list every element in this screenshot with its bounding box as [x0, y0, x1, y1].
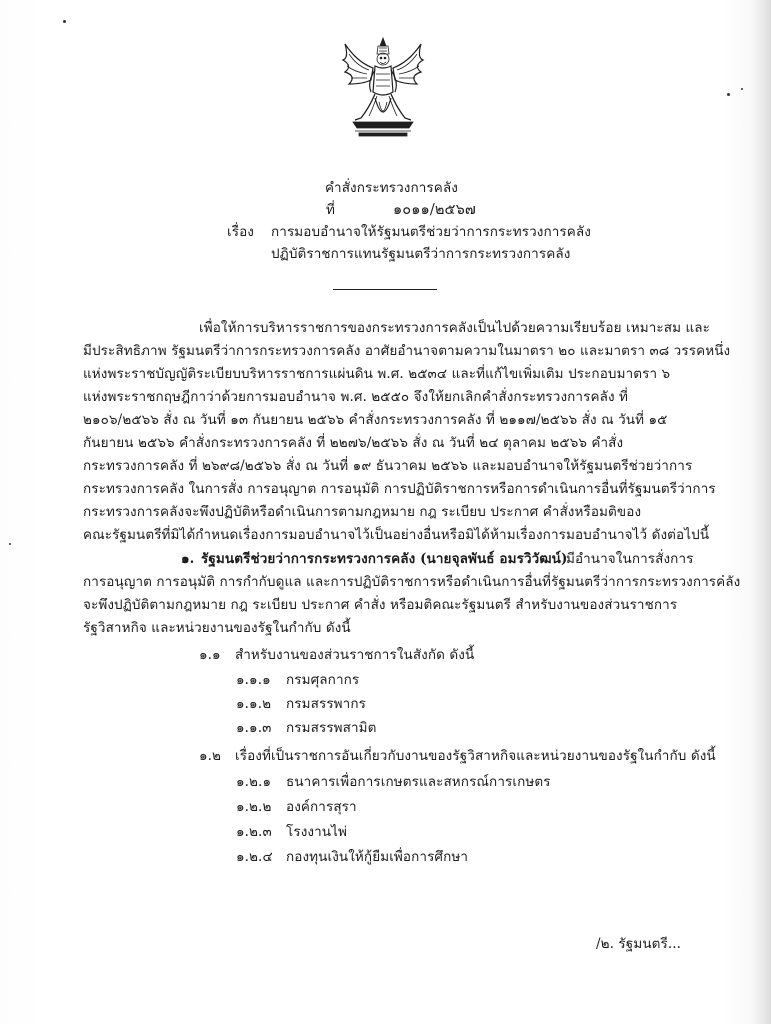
list-item-number: ๑.๒.๓: [236, 824, 272, 840]
sub-1-2-title: เรื่องที่เป็นราชการอันเกี่ยวกับงานของรัฐวิสาหกิจและหน่วยงานของรัฐในกำกับ ดังนี้: [235, 748, 716, 764]
sub-1-1-number: ๑.๑: [199, 647, 221, 663]
list-item: โรงงานไพ่: [286, 824, 347, 840]
preamble-line: แห่งพระราชกฤษฎีกาว่าด้วยการมอบอำนาจ พ.ศ. ๒๕๕๐ จึงให้ยกเลิกคำสั่งกระทรวงการคลัง ที่: [83, 389, 629, 405]
section-1-line: การอนุญาต การอนุมัติ การกำกับดูแล และการปฏิบัติราชการหรือดำเนินการอื่นที่รัฐมนตรีว่าการกระทรวงการคลัง: [83, 574, 741, 590]
scan-speck: [9, 543, 11, 545]
scan-speck: [741, 88, 743, 90]
header-divider: [333, 289, 437, 290]
list-item: กองทุนเงินให้กู้ยืมเพื่อการศึกษา: [286, 849, 469, 865]
list-item-number: ๑.๑.๓: [236, 720, 272, 736]
preamble-line: กระทรวงการคลัง ที่ ๒๖๙๘/๒๕๖๖ สั่ง ณ วันที่ ๑๙ ธันวาคม ๒๕๖๖ และมอบอำนาจให้รัฐมนตรีช่วยว่าการ: [83, 458, 693, 474]
list-item-number: ๑.๑.๒: [236, 696, 272, 712]
preamble-line: กันยายน ๒๕๖๖ คำสั่งกระทรวงการคลัง ที่ ๒๒๗๖/๒๕๖๖ สั่ง ณ วันที่ ๒๔ ตุลาคม ๒๕๖๖ คำสั่ง: [83, 435, 624, 451]
preamble-line: แห่งพระราชบัญญัติระเบียบบริหารราชการแผ่นดิน พ.ศ. ๒๕๓๔ และที่แก้ไขเพิ่มเติม ประกอบมาตรา ๖: [83, 366, 671, 382]
section-1-line1-rest: มีอำนาจในการสั่งการ: [566, 551, 694, 567]
preamble-line: กระทรวงการคลัง ในการสั่ง การอนุญาต การอนุมัติ การปฏิบัติราชการหรือการดำเนินการอื่นที่รัฐมนตรีว่าการ: [83, 481, 716, 497]
list-item-number: ๑.๑.๑: [236, 672, 271, 688]
page-continuation-marker: /๒. รัฐมนตรี...: [596, 936, 682, 952]
list-item: กรมสรรพสามิต: [286, 720, 377, 736]
section-1-heading: รัฐมนตรีช่วยว่าการกระทรวงการคลัง (นายจุลพันธ์ อมรวิวัฒน์): [201, 551, 568, 567]
list-item: องค์การสุรา: [286, 799, 357, 815]
preamble-line: กระทรวงการคลังจะพึงปฏิบัติหรือดำเนินการตามกฎหมาย กฎ ระเบียบ ประกาศ คำสั่งหรือมติของ: [83, 504, 642, 520]
preamble-line: ๒๑๐๖/๒๕๖๖ สั่ง ณ วันที่ ๑๓ กันยายน ๒๕๖๖ คำสั่งกระทรวงการคลัง ที่ ๒๑๑๗/๒๕๖๖ สั่ง ณ วันที่ ๑๕: [83, 412, 668, 428]
order-number: ๑๐๑๑/๒๕๖๗: [393, 202, 476, 218]
preamble-line: มีประสิทธิภาพ รัฐมนตรีว่าการกระทรวงการคลัง อาศัยอำนาจตามความในมาตรา ๒๐ และมาตรา ๓๘ วรรคหนึ่ง: [83, 343, 731, 359]
sub-1-1-title: สำหรับงานของส่วนราชการในสังกัด ดังนี้: [235, 647, 475, 663]
scan-speck: [63, 20, 66, 23]
paper-edge-shadow: [751, 0, 771, 1024]
order-number-label: ที่: [326, 202, 335, 218]
subject-line-2: ปฏิบัติราชการแทนรัฐมนตรีว่าการกระทรวงการคลัง: [271, 246, 571, 262]
list-item: ธนาคารเพื่อการเกษตรและสหกรณ์การเกษตร: [286, 774, 551, 790]
sub-1-2-number: ๑.๒: [199, 748, 222, 764]
order-title: คำสั่งกระทรวงการคลัง: [325, 180, 458, 196]
section-1-line: รัฐวิสาหกิจ และหน่วยงานของรัฐในกำกับ ดังนี้: [83, 620, 351, 636]
list-item: กรมสรรพากร: [286, 696, 366, 712]
preamble-line: คณะรัฐมนตรีที่มิได้กำหนดเรื่องการมอบอำนาจไว้เป็นอย่างอื่นหรือมิได้ห้ามเรื่องการมอบอำนาจไว้ ดังต่อไปนี้: [83, 527, 710, 543]
preamble-line: เพื่อให้การบริหารราชการของกระทรวงการคลังเป็นไปด้วยความเรียบร้อย เหมาะสม และ: [199, 320, 711, 336]
list-item-number: ๑.๒.๑: [236, 774, 272, 790]
scan-speck: [727, 93, 730, 96]
list-item: กรมศุลกากร: [286, 672, 360, 688]
list-item-number: ๑.๒.๔: [236, 849, 273, 865]
garuda-emblem-icon: [333, 36, 433, 140]
list-item-number: ๑.๒.๒: [236, 799, 272, 815]
section-1-line: จะพึงปฏิบัติตามกฎหมาย กฎ ระเบียบ ประกาศ คำสั่ง หรือมติคณะรัฐมนตรี สำหรับงานของส่วนราชการ: [83, 597, 678, 613]
subject-label: เรื่อง: [227, 224, 254, 240]
section-1-number: ๑.: [181, 551, 195, 567]
subject-line-1: การมอบอำนาจให้รัฐมนตรีช่วยว่าการกระทรวงการคลัง: [271, 224, 591, 240]
